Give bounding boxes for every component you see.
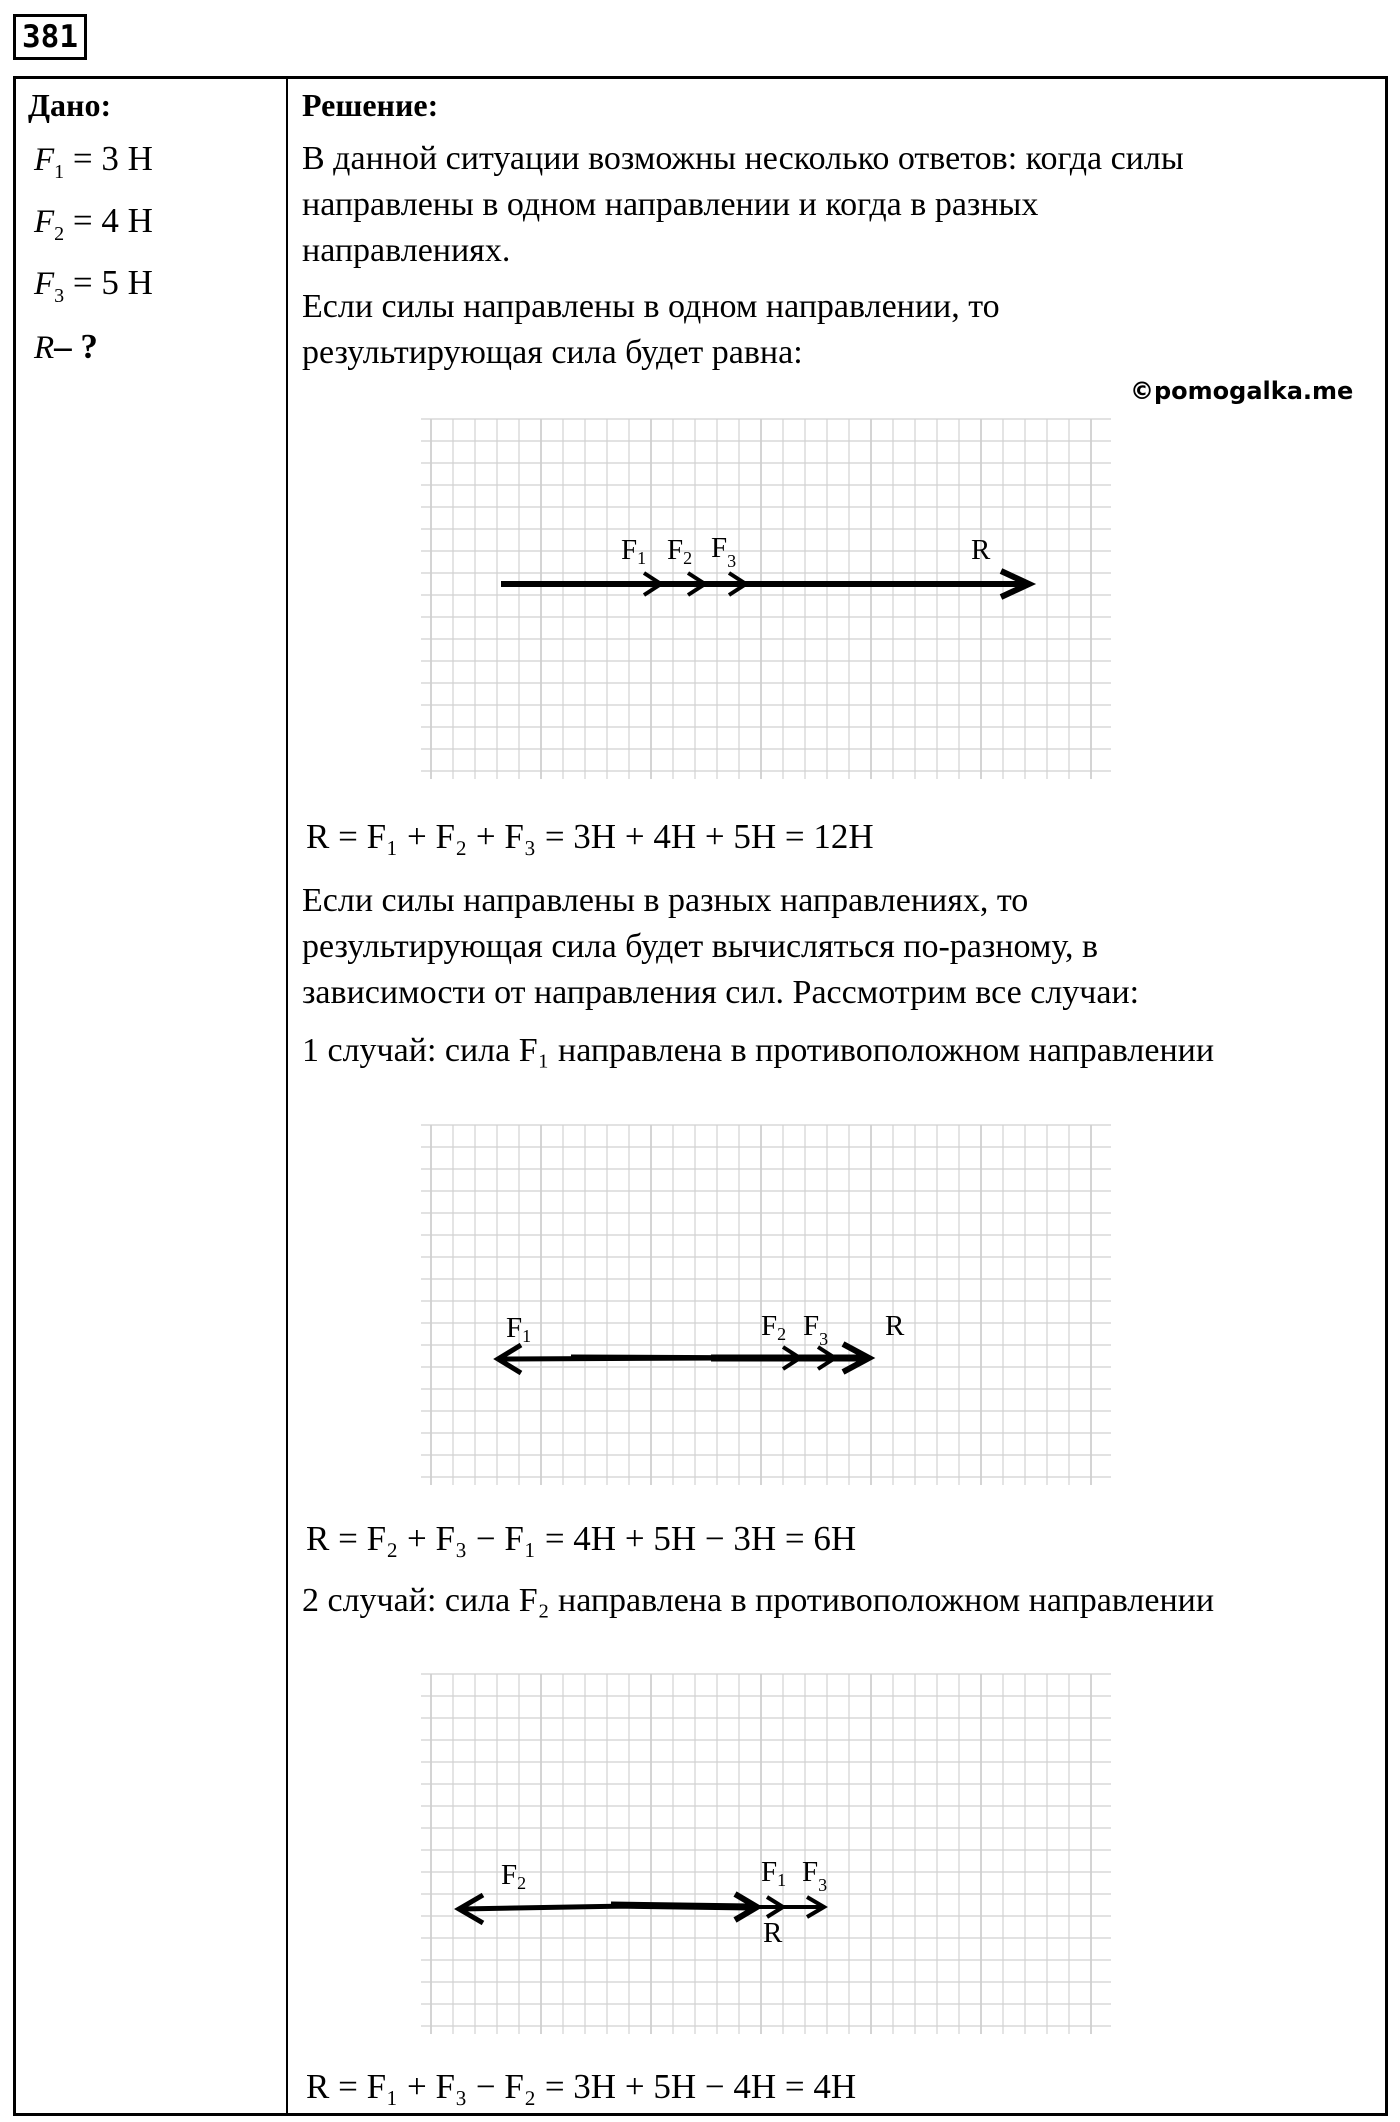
label-f1: F1 [761,1856,787,1890]
grid-lines [421,1125,1111,1485]
solution-table [13,76,1388,2116]
label-r: R [763,1917,783,1949]
problem-number: 381 [13,14,87,60]
label-f2: F2 [667,534,693,568]
given-f3: $F_3 = 5$ Н [34,263,153,307]
label-f3: $F_3$ [802,1856,828,1895]
label-r: R [885,1310,905,1342]
case-2-heading: 2 случай: сила F₂ направлена в противоположном направлении [302,1582,1215,1619]
formula-case-2: R = F₁ + F₃ − F₂ = 3H + 5H − 4H = 4H [306,2067,857,2106]
same-dir-line-2: результирующая сила будет равна: [302,334,803,371]
same-dir-line-1: Если силы направлены в одном направлении, то [302,288,1000,325]
label-f2: F2 [761,1310,787,1344]
diff-dir-line-1: Если силы направлены в разных направлениях, то [302,882,1029,919]
label-r: R [971,534,991,566]
given-title: Дано: [28,87,112,123]
case-1-heading: 1 случай: сила F₁ направлена в противоположном направлении [302,1032,1215,1069]
grid-lines [421,419,1111,779]
label-f2: F2 [501,1859,527,1893]
intro-line-1: В данной ситуации возможны несколько ответов: когда силы [302,140,1184,177]
diagram-case-2 [411,1664,1121,2054]
formula-same-direction: R = F₁ + F₂ + F₃ = 3H + 4H + 5H = 12H [306,817,874,856]
column-divider [286,79,288,2113]
label-f1: F1 [621,534,647,568]
given-unknown: R– ? [34,327,98,366]
label-f3: $F_3$ [803,1310,829,1349]
watermark: ©pomogalka.me [1130,377,1354,405]
formula-case-1: R = F₂ + F₃ − F₁ = 4H + 5H − 3H = 6H [306,1519,857,1558]
label-f3: $F_3$ [711,532,737,571]
label-f1: F1 [506,1312,532,1346]
diagram-case-1 [411,1115,1121,1505]
solution-title: Решение: [302,87,439,123]
diagram-same-direction [411,409,1121,799]
intro-line-3: направлениях. [302,232,511,269]
intro-line-2: направлены в одном направлении и когда в разных [302,186,1039,223]
diff-dir-line-2: результирующая сила будет вычисляться по-разному, в [302,928,1099,965]
given-f1: $F_1 = 3$ Н [34,139,153,183]
grid-lines [421,1674,1111,2034]
diff-dir-line-3: зависимости от направления сил. Рассмотрим все случаи: [302,974,1140,1011]
given-f2: $F_2 = 4$ Н [34,201,153,245]
arrow-r [611,1905,751,1907]
